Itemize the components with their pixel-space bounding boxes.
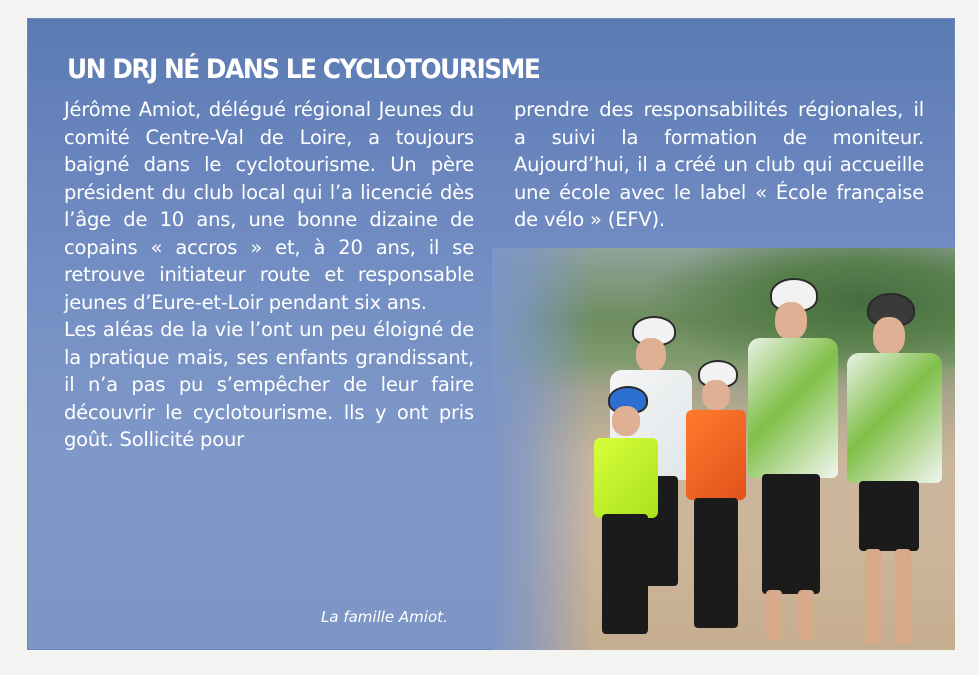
family-cyclists-photo — [492, 248, 955, 650]
paragraph-responsibilities: prendre des responsabilités régionales, il a suivi la formation de moniteur. Aujourd’hui, il a créé un club qui accueille une école avec le label « École française de vélo » (EFV). — [514, 98, 924, 231]
left-text-column — [64, 96, 474, 454]
paragraph-children: Les aléas de la vie l’ont un peu éloigné de la pratique mais, ses enfants grandissant, il n’a pas pu s’empêcher de leur faire découvrir le cyclotourisme. Ils y ont pris goût. Sollicité pour — [64, 318, 474, 451]
article-panel — [27, 18, 955, 650]
paragraph-intro: Jérôme Amiot, délégué régional Jeunes du comité Centre-Val de Loire, a toujours baigné dans le cyclotourisme. Un père président du club local qui l’a licencié dès l’âge de 10 ans, une bonne dizaine de copains « accros » et, à 20 ans, il se retrouve initiateur route et responsable jeunes d’Eure-et-Loir pendant six ans. — [64, 98, 474, 314]
photo-caption: La famille Amiot. — [321, 608, 448, 626]
person-child-yellow-vest — [584, 386, 664, 650]
article-headline: UN DRJ NÉ DANS LE CYCLOTOURISME — [67, 54, 540, 85]
right-text-column — [514, 96, 924, 234]
person-adult-right — [837, 293, 947, 650]
person-adult-middle — [742, 278, 842, 648]
person-child-orange-vest — [680, 360, 750, 650]
